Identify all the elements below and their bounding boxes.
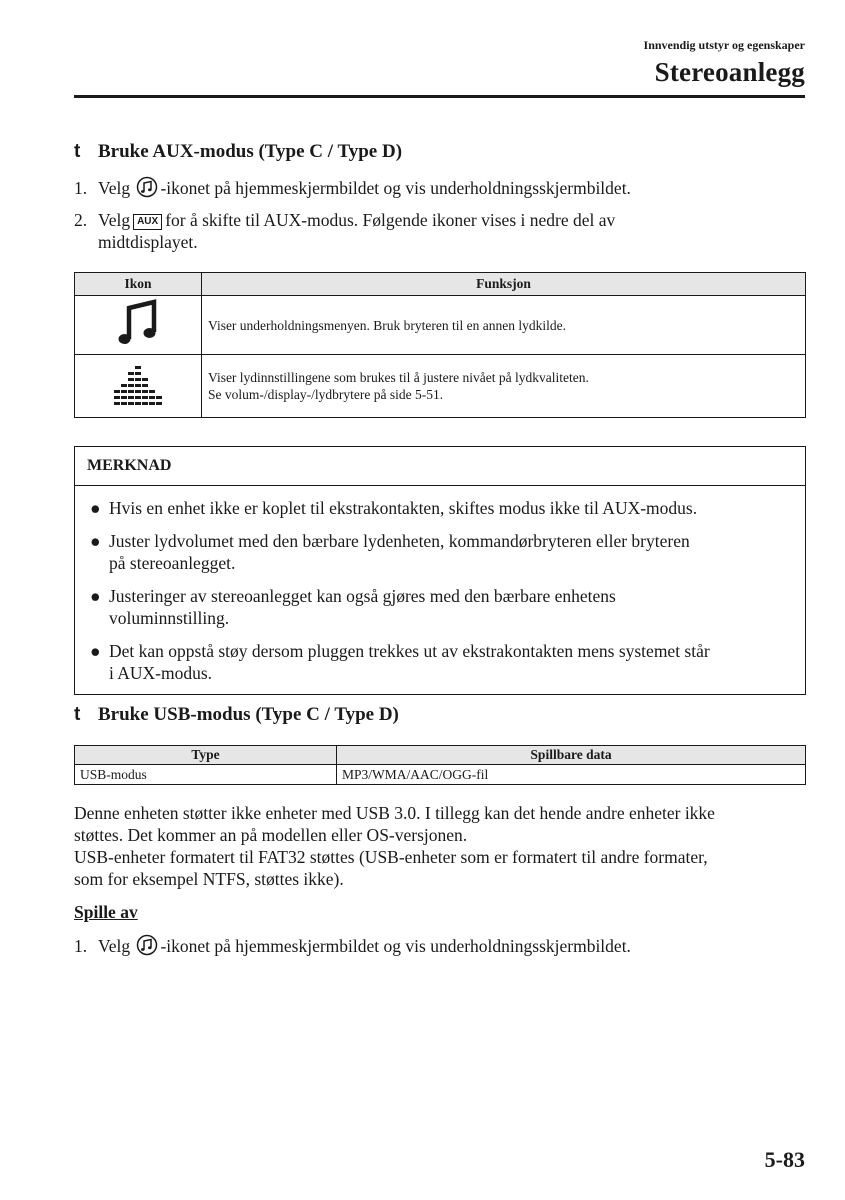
heading-bullet: t [74, 704, 81, 725]
step-text-after: -ikonet på hjemmeskjermbildet og vis underholdningsskjermbildet. [160, 178, 631, 198]
note-item-text: Hvis en enhet ikke er koplet til ekstrakontakten, skiftes modus ikke til AUX-modus. [109, 498, 698, 518]
bullet-icon: ● [90, 531, 101, 551]
note-item-text: på stereoanlegget. [109, 553, 236, 573]
bullet-icon: ● [90, 586, 101, 606]
icon-cell [75, 296, 202, 355]
usb-type-table [74, 745, 806, 785]
table-header-function: Funksjon [202, 273, 806, 296]
table-cell: USB-modus [75, 765, 337, 785]
step-number: 2. [74, 210, 88, 230]
aux-step-1 [74, 176, 631, 203]
heading-bullet: t [74, 141, 81, 162]
bullet-icon: ● [90, 641, 101, 661]
aux-heading-text: Bruke AUX-modus (Type C / Type D) [98, 141, 403, 162]
step-text-continued: midtdisplayet. [98, 232, 198, 252]
aux-button-icon: AUX [133, 214, 162, 230]
usb-step-1 [74, 934, 631, 961]
subheading-play: Spille av [74, 902, 138, 922]
note-item-text: voluminnstilling. [109, 608, 230, 628]
note-item [87, 497, 795, 519]
bullet-icon: ● [90, 498, 101, 518]
music-note-icon [116, 335, 160, 350]
note-box [74, 446, 806, 695]
aux-heading [74, 141, 402, 163]
note-item-text: Det kan oppstå støy dersom pluggen trekkes ut av ekstrakontakten mens systemet står [109, 641, 710, 661]
note-item-text: Juster lydvolumet med den bærbare lydenheten, kommandørbryteren eller bryteren [109, 531, 690, 551]
table-header-icon: Ikon [75, 273, 202, 296]
icon-cell [75, 355, 202, 418]
page-title: Stereoanlegg [654, 57, 805, 87]
function-cell [202, 296, 806, 355]
chapter-title: Innvendig utstyr og egenskaper [643, 38, 805, 52]
function-cell [202, 355, 806, 418]
table-row [75, 296, 806, 355]
page-number: 5-83 [764, 1147, 805, 1172]
usb-heading [74, 704, 399, 726]
paragraph-line: støttes. Det kommer an på modellen eller OS-versjonen. [74, 825, 468, 845]
aux-step-2 [74, 209, 806, 253]
music-note-circle-icon [136, 934, 158, 961]
note-item [87, 640, 795, 684]
table-cell: MP3/WMA/AAC/OGG-fil [337, 765, 806, 785]
note-list [75, 486, 805, 694]
table-header-row [75, 273, 806, 296]
header-rule [74, 95, 805, 98]
note-item [87, 530, 795, 574]
table-header-row [75, 746, 806, 765]
step-text-before: Velg [98, 936, 131, 956]
function-text: Se volum-/display-/lydbrytere på side 5-51. [208, 387, 444, 402]
note-item-text: Justeringer av stereoanlegget kan også gjøres med den bærbare enhetens [109, 586, 616, 606]
music-note-circle-icon [136, 176, 158, 203]
step-text-before: Velg [98, 210, 131, 230]
equalizer-icon [114, 394, 162, 409]
step-text-after: for å skifte til AUX-modus. Følgende ikoner vises i nedre del av [165, 210, 616, 230]
function-text: Viser lydinnstillingene som brukes til å justere nivået på lydkvaliteten. [208, 370, 589, 385]
table-row [75, 765, 806, 785]
step-number: 1. [74, 178, 88, 198]
paragraph-line: Denne enheten støtter ikke enheter med USB 3.0. I tillegg kan det hende andre enheter ikke [74, 803, 715, 823]
table-header-data: Spillbare data [337, 746, 806, 765]
usb-paragraph [74, 802, 715, 890]
table-row [75, 355, 806, 418]
table-header-type: Type [75, 746, 337, 765]
step-text-before: Velg [98, 178, 131, 198]
icon-function-table [74, 272, 806, 418]
paragraph-line: som for eksempel NTFS, støttes ikke). [74, 869, 344, 889]
step-number: 1. [74, 936, 88, 956]
note-title: MERKNAD [75, 447, 805, 486]
note-item-text: i AUX-modus. [109, 663, 213, 683]
step-text-after: -ikonet på hjemmeskjermbildet og vis underholdningsskjermbildet. [160, 936, 631, 956]
function-text: Viser underholdningsmenyen. Bruk bryteren til en annen lydkilde. [208, 317, 566, 333]
usb-heading-text: Bruke USB-modus (Type C / Type D) [98, 704, 399, 725]
note-item [87, 585, 795, 629]
paragraph-line: USB-enheter formatert til FAT32 støttes (USB-enheter som er formatert til andre formater, [74, 847, 708, 867]
